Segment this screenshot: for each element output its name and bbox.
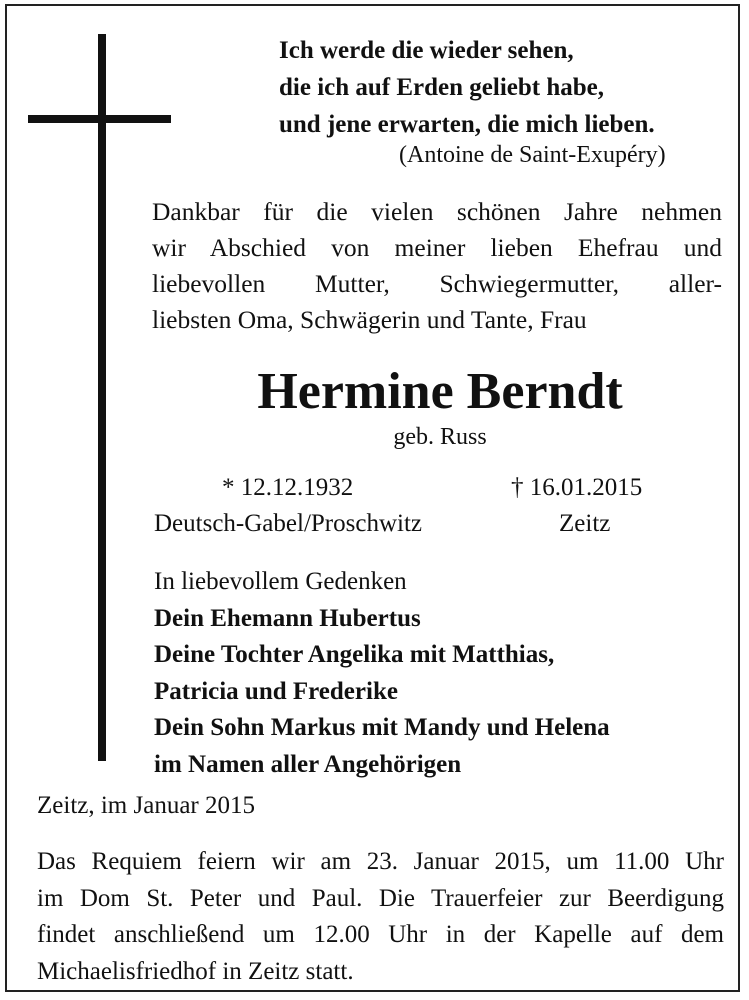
intro-text bbox=[152, 194, 722, 338]
place-date: Zeitz, im Januar 2015 bbox=[37, 792, 255, 819]
funeral-notice bbox=[37, 844, 724, 990]
notice-line: findet anschließend um 12.00 Uhr in der Kapelle auf dem bbox=[37, 921, 724, 948]
cross-vertical-bar bbox=[98, 34, 106, 761]
cross-horizontal-bar bbox=[28, 115, 171, 123]
birth-date: * 12.12.1932 bbox=[222, 474, 354, 501]
quote-source: (Antoine de Saint-Exupéry) bbox=[399, 142, 666, 168]
mourners-intro: In liebevollem Gedenken bbox=[154, 568, 407, 595]
quote-line: Ich werde die wieder sehen, bbox=[279, 37, 574, 64]
obituary-frame bbox=[5, 4, 740, 992]
deceased-name: Hermine Berndt bbox=[257, 363, 623, 420]
notice-line: Michaelisfriedhof in Zeitz statt. bbox=[37, 957, 354, 985]
intro-line: wir Abschied von meiner lieben Ehefrau und bbox=[152, 233, 722, 262]
birth-place: Deutsch-Gabel/Proschwitz bbox=[154, 510, 422, 537]
mourner-line: Deine Tochter Angelika mit Matthias, bbox=[154, 641, 555, 668]
intro-line: liebevollen Mutter, Schwiegermutter, aller- bbox=[152, 269, 722, 298]
mourners-block bbox=[154, 564, 610, 783]
death-date: † 16.01.2015 bbox=[511, 474, 643, 501]
notice-line: im Dom St. Peter und Paul. Die Trauerfeier zur Beerdigung bbox=[37, 884, 724, 912]
mourner-line: Dein Ehemann Hubertus bbox=[154, 604, 421, 632]
quote-line: und jene erwarten, die mich lieben. bbox=[279, 111, 655, 138]
intro-line: Dankbar für die vielen schönen Jahre nehmen bbox=[152, 197, 722, 226]
notice-line: Das Requiem feiern wir am 23. Januar 2015, um 11.00 Uhr bbox=[37, 848, 724, 875]
mourner-line: im Namen aller Angehörigen bbox=[154, 750, 462, 778]
maiden-name: geb. Russ bbox=[393, 424, 487, 450]
quote bbox=[279, 32, 719, 143]
mourner-line: Dein Sohn Markus mit Mandy und Helena bbox=[154, 714, 610, 741]
mourner-line: Patricia und Frederike bbox=[154, 677, 398, 705]
intro-line: liebsten Oma, Schwägerin und Tante, Frau bbox=[152, 305, 587, 334]
quote-line: die ich auf Erden geliebt habe, bbox=[279, 74, 605, 101]
death-place: Zeitz bbox=[559, 510, 611, 537]
